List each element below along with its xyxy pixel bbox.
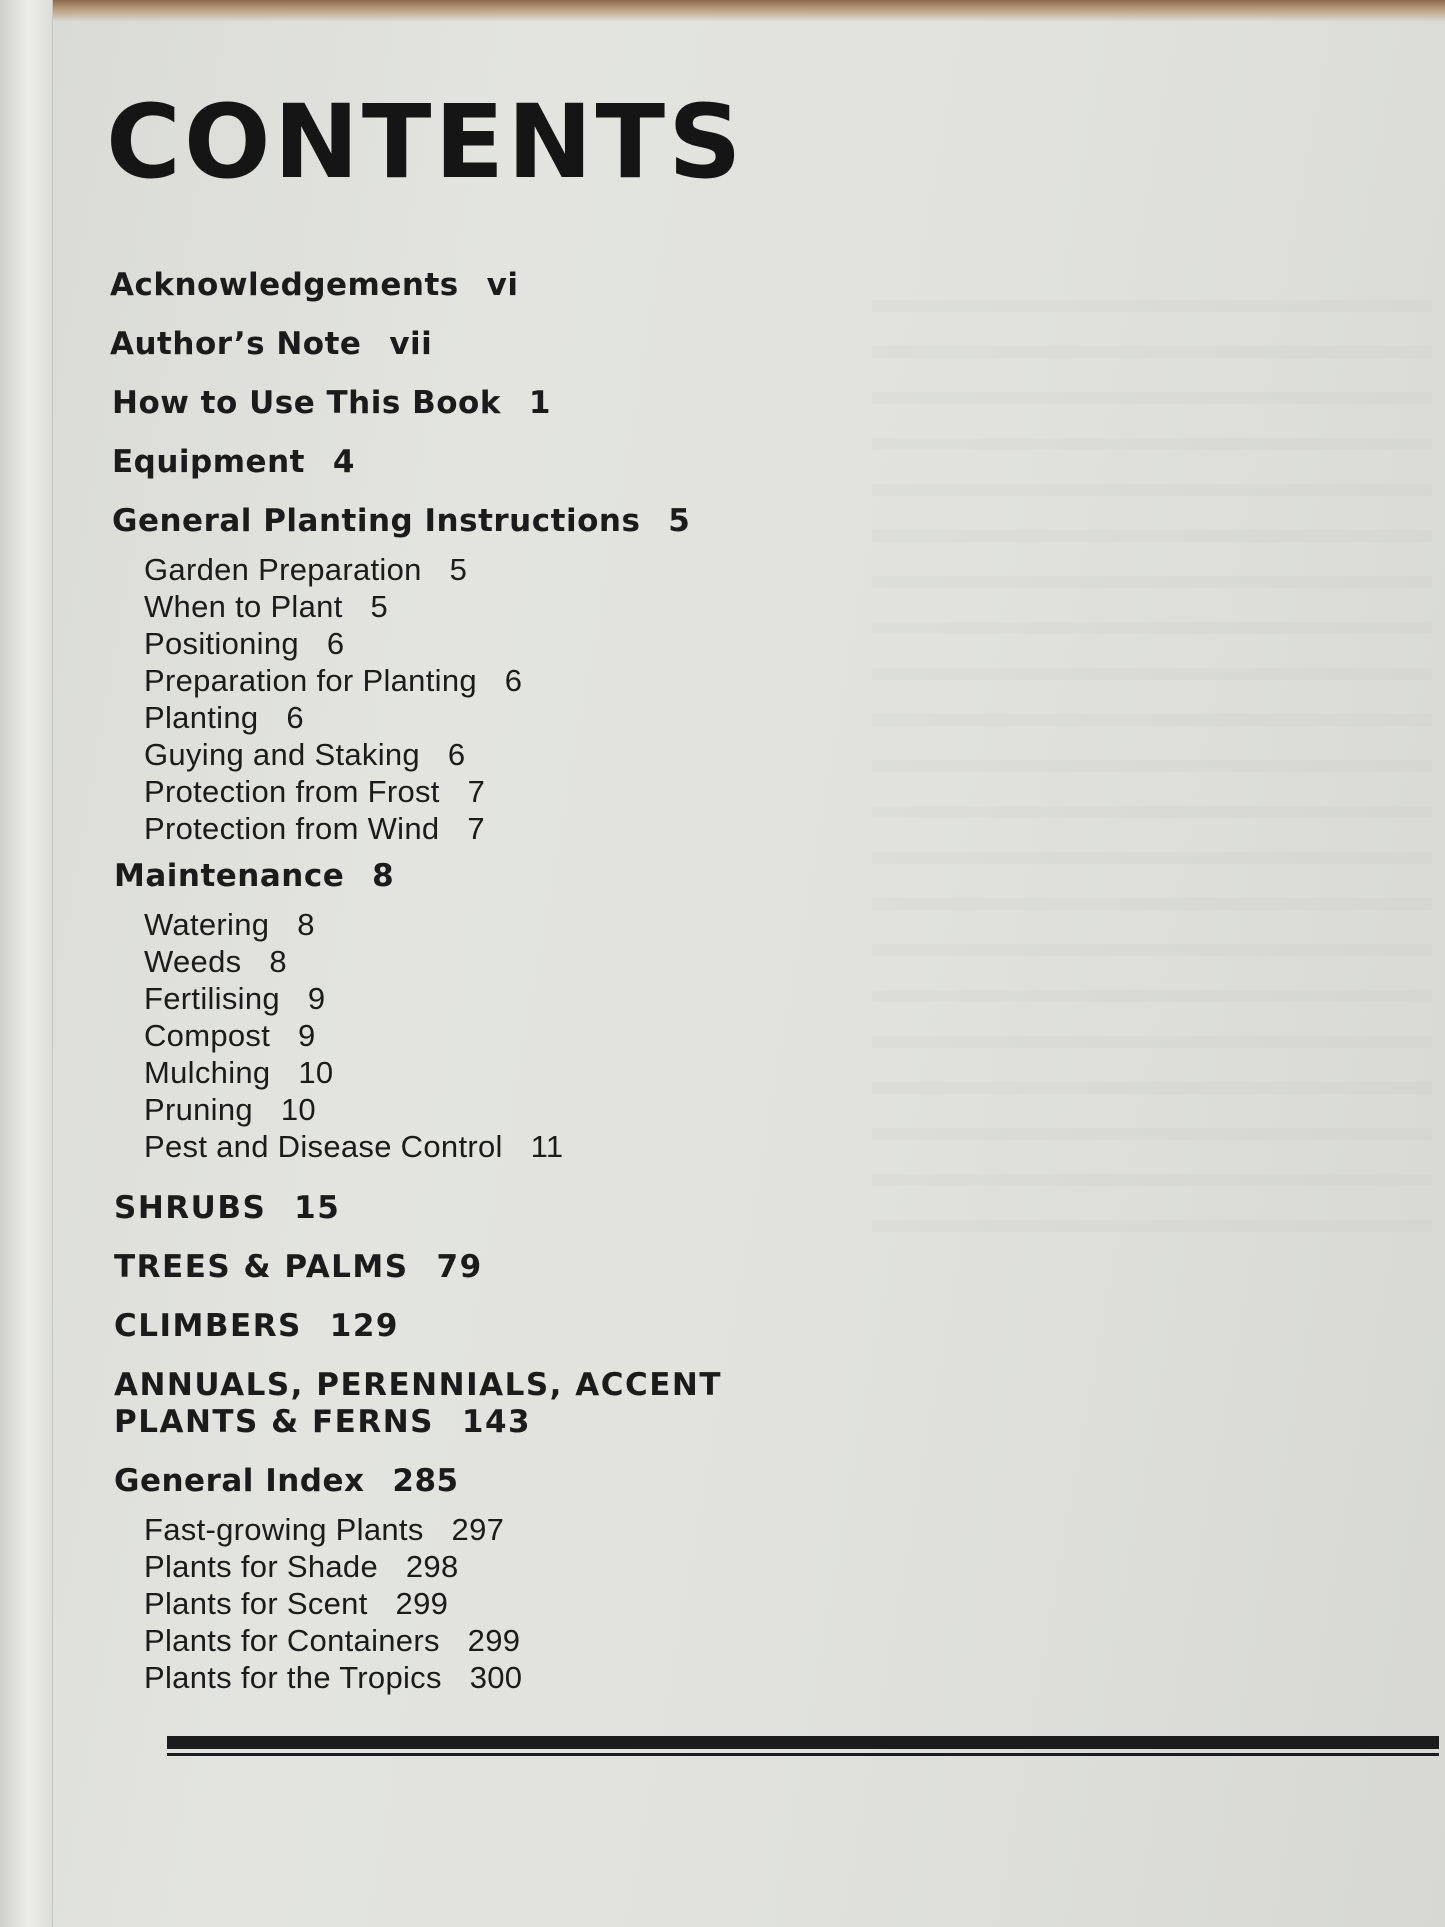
toc-subentry: Pest and Disease Control 11 [144,1129,564,1164]
toc-entry-label: PLANTS & FERNS [114,1404,434,1440]
toc-subentry: Watering 8 [144,907,315,942]
toc-entry-page: 79 [436,1249,483,1285]
toc-entry-trees-palms [114,1249,810,1285]
toc-entry-maintenance [114,858,810,894]
table-of-contents [110,267,810,1696]
toc-entry-climbers [114,1308,810,1344]
toc-subentry: Garden Preparation 5 [144,552,468,587]
toc-entry-page: 4 [332,444,355,480]
toc-entry-equipment [112,444,810,480]
toc-subentry: Plants for Shade 298 [144,1549,459,1584]
toc-entry-page: 143 [461,1404,532,1440]
toc-subentry: Plants for the Tropics 300 [144,1660,523,1695]
toc-entry-label: Maintenance [114,858,345,894]
toc-entry-label: TREES & PALMS [114,1249,409,1285]
toc-entry-shrubs [114,1190,810,1226]
toc-subentry: Plants for Scent 299 [144,1586,449,1621]
toc-entry-acknowledgements [110,267,810,303]
bottom-rule-thin [167,1753,1439,1756]
toc-subentry: Preparation for Planting 6 [144,663,523,698]
toc-entry-label: ANNUALS, PERENNIALS, ACCENT [114,1367,723,1403]
toc-entry-label: How to Use This Book [112,385,501,421]
toc-entry-general-planting [112,503,810,539]
toc-entry-annuals [114,1367,810,1403]
book-spine-gutter [0,0,53,1927]
page-title: CONTENTS [106,83,745,202]
toc-entry-label: General Planting Instructions [112,503,641,539]
contents-page [52,0,1445,1927]
toc-subentry: Protection from Wind 7 [144,811,485,846]
toc-entry-label: SHRUBS [114,1190,267,1226]
toc-subentry: Plants for Containers 299 [144,1623,521,1658]
toc-entry-label: Equipment [112,444,305,480]
bottom-rule-thick [167,1736,1439,1749]
toc-subentry: Positioning 6 [144,626,345,661]
toc-subentry: Guying and Staking 6 [144,737,466,772]
toc-subentry: Protection from Frost 7 [144,774,486,809]
toc-entry-page: vi [486,267,519,303]
toc-entry-page: 129 [329,1308,399,1344]
toc-subentry: Fast-growing Plants 297 [144,1512,505,1547]
toc-subentry: Mulching 10 [144,1055,334,1090]
toc-entry-page: 15 [294,1190,341,1226]
toc-subentry: Pruning 10 [144,1092,316,1127]
toc-entry-label: Acknowledgements [110,267,459,303]
toc-entry-label: General Index [114,1463,365,1499]
toc-subentry: When to Plant 5 [144,589,389,624]
toc-subentry: Compost 9 [144,1018,316,1053]
toc-subentry: Fertilising 9 [144,981,326,1016]
toc-entry-label: CLIMBERS [114,1308,302,1344]
toc-subentry: Weeds 8 [144,944,287,979]
toc-entry-general-index [114,1463,810,1499]
show-through-text [872,300,1432,1260]
toc-entry-label: Author’s Note [110,326,362,362]
toc-entry-page: vii [389,326,433,362]
toc-subentry: Planting 6 [144,700,304,735]
toc-entry-authors-note [110,326,810,362]
toc-entry-page: 5 [668,503,691,539]
toc-entry-how-to-use [112,385,810,421]
toc-entry-page: 285 [392,1463,459,1499]
toc-entry-page: 1 [528,385,551,421]
toc-entry-page: 8 [372,858,395,894]
toc-entry-annuals-line2 [114,1404,810,1440]
